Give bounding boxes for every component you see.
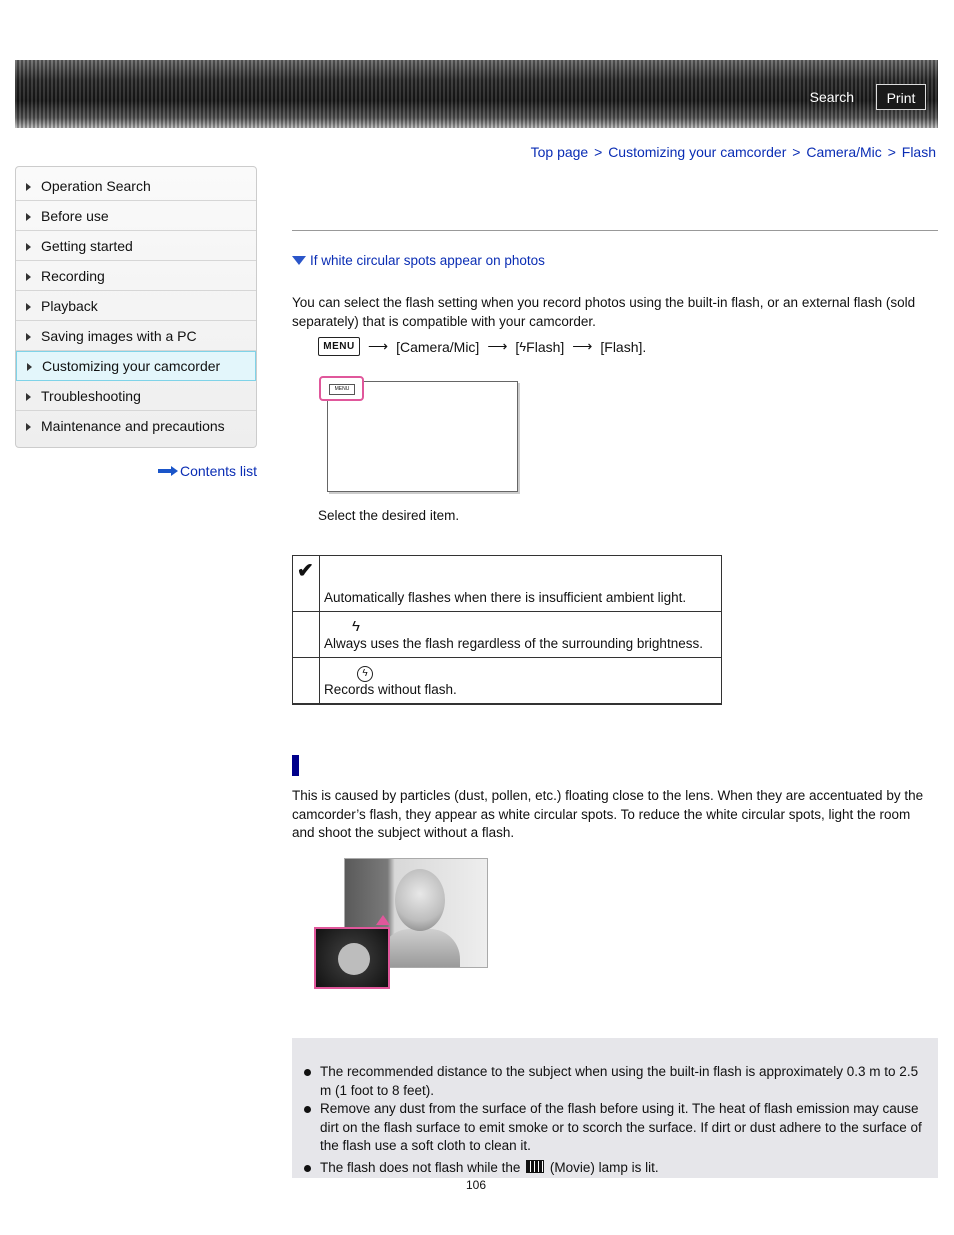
movie-icon: [526, 1160, 544, 1173]
breadcrumb-top-page[interactable]: Top page: [530, 144, 589, 160]
sidebar-item-label: Getting started: [41, 237, 133, 254]
white-spot-photo-illustration: [314, 857, 488, 991]
table-description-cell: [320, 658, 722, 704]
triangle-down-icon: [292, 256, 306, 265]
flash-icon: ϟ: [519, 339, 527, 354]
notes-box: [292, 1038, 938, 1178]
triangle-right-icon: [26, 213, 31, 221]
flash-on-icon: ϟ: [352, 618, 360, 635]
triangle-right-icon: [26, 273, 31, 281]
table-row: [293, 658, 722, 704]
menu-button-icon: MENU: [318, 337, 360, 356]
table-row: [293, 556, 722, 612]
breadcrumb-separator: >: [887, 144, 896, 160]
page-number: 106: [466, 1178, 487, 1192]
triangle-right-icon: [26, 183, 31, 191]
note-item: Remove any dust from the surface of the flash before using it. The heat of flash emission may cause dirt on the flash surface to emit smoke or to scorch the surface. If dirt or dust adhere to the surface of the flash use a soft cloth to clean it.: [302, 1100, 922, 1156]
flash-off-icon: ϟ: [357, 666, 373, 682]
menu-step-flash: Flash]: [526, 338, 565, 355]
sidebar-item-label: Operation Search: [41, 177, 151, 194]
sidebar-item-recording[interactable]: [16, 261, 256, 291]
table-icon-cell: [293, 658, 320, 704]
arrow-right-icon: ⟶: [572, 338, 593, 354]
menu-highlight: [319, 376, 364, 401]
zoomed-spot-inset: [314, 927, 390, 989]
triangle-right-icon: [27, 363, 32, 371]
arrow-right-icon: [158, 466, 178, 476]
select-instruction: Select the desired item.: [318, 508, 460, 523]
title-divider: [292, 230, 938, 231]
breadcrumb-separator: >: [594, 144, 603, 160]
section-heading-bar: [292, 755, 299, 776]
menu-step-bracket: [: [515, 338, 520, 355]
arrow-right-icon: ⟶: [487, 338, 508, 354]
arrow-right-icon: ⟶: [368, 338, 389, 354]
sidebar-item-maintenance[interactable]: [16, 411, 256, 441]
menu-step-flash-final: [Flash].: [600, 338, 647, 355]
table-icon-cell: [293, 556, 320, 612]
sidebar-item-operation-search[interactable]: [16, 171, 256, 201]
note-text-suffix: (Movie) lamp is lit.: [549, 1159, 659, 1175]
sidebar-item-label: Customizing your camcorder: [42, 358, 221, 374]
option-description: Records without flash.: [324, 681, 457, 697]
breadcrumb: [531, 144, 936, 160]
sidebar-item-label: Saving images with a PC: [41, 327, 197, 344]
breadcrumb-separator: >: [792, 144, 801, 160]
table-row: [293, 612, 722, 658]
sidebar-item-label: Troubleshooting: [41, 387, 141, 404]
option-description: Always uses the flash regardless of the surrounding brightness.: [324, 636, 703, 651]
sidebar-item-troubleshooting[interactable]: [16, 381, 256, 411]
note-item: [302, 1159, 922, 1178]
sidebar-item-customizing[interactable]: [16, 351, 256, 381]
anchor-link-label: If white circular spots appear on photos: [310, 253, 545, 268]
contents-list-label: Contents list: [180, 463, 258, 479]
table-description-cell: [320, 612, 722, 658]
note-text-prefix: The flash does not flash while the: [320, 1159, 521, 1175]
sidebar-item-label: Playback: [41, 297, 98, 314]
intro-paragraph: You can select the flash setting when you record photos using the built-in flash, or an external flash (sold separately) that is compatible with your camcorder.: [292, 295, 916, 329]
header-bar: [15, 60, 938, 128]
contents-list-link[interactable]: [158, 463, 257, 479]
triangle-right-icon: [26, 333, 31, 341]
flash-options-table: [292, 555, 722, 705]
sidebar-item-getting-started[interactable]: [16, 231, 256, 261]
menu-step-camera-mic: [Camera/Mic]: [396, 338, 480, 355]
white-spot: [338, 943, 370, 975]
sidebar-item-before-use[interactable]: [16, 201, 256, 231]
mini-menu-label: MENU: [329, 384, 355, 395]
triangle-right-icon: [26, 393, 31, 401]
triangle-right-icon: [26, 243, 31, 251]
sidebar-item-playback[interactable]: [16, 291, 256, 321]
check-icon: ✔: [297, 560, 314, 582]
table-icon-cell: [293, 612, 320, 658]
sidebar-item-saving-images[interactable]: [16, 321, 256, 351]
triangle-right-icon: [26, 423, 31, 431]
breadcrumb-customizing[interactable]: Customizing your camcorder: [608, 144, 787, 160]
cause-paragraph: This is caused by particles (dust, pollen, etc.) floating close to the lens. When they are accentuated by the camcorder’s flash, they appear as white circular spots. To reduce the white circular spots, light the room and shoot the subject without a flash.: [292, 788, 924, 840]
sidebar-item-label: Maintenance and precautions: [41, 418, 225, 434]
pointer-triangle: [376, 915, 390, 925]
white-spots-anchor-link[interactable]: [292, 253, 545, 268]
print-button[interactable]: Print: [876, 84, 926, 110]
breadcrumb-flash[interactable]: Flash: [901, 144, 936, 160]
notes-list: [302, 1063, 922, 1177]
triangle-right-icon: [26, 303, 31, 311]
sidebar-item-label: Recording: [41, 267, 105, 284]
table-description-cell: [320, 556, 722, 612]
option-description: Automatically flashes when there is insufficient ambient light.: [324, 590, 687, 605]
sidebar-nav: [15, 166, 257, 448]
search-link[interactable]: Search: [809, 89, 854, 105]
sidebar-item-label: Before use: [41, 207, 109, 224]
breadcrumb-camera-mic[interactable]: Camera/Mic: [806, 144, 882, 160]
note-item: The recommended distance to the subject when using the built-in flash is approximately 0.3 m to 2.5 m (1 foot to 8 feet).: [302, 1063, 922, 1100]
menu-path: [318, 337, 646, 356]
